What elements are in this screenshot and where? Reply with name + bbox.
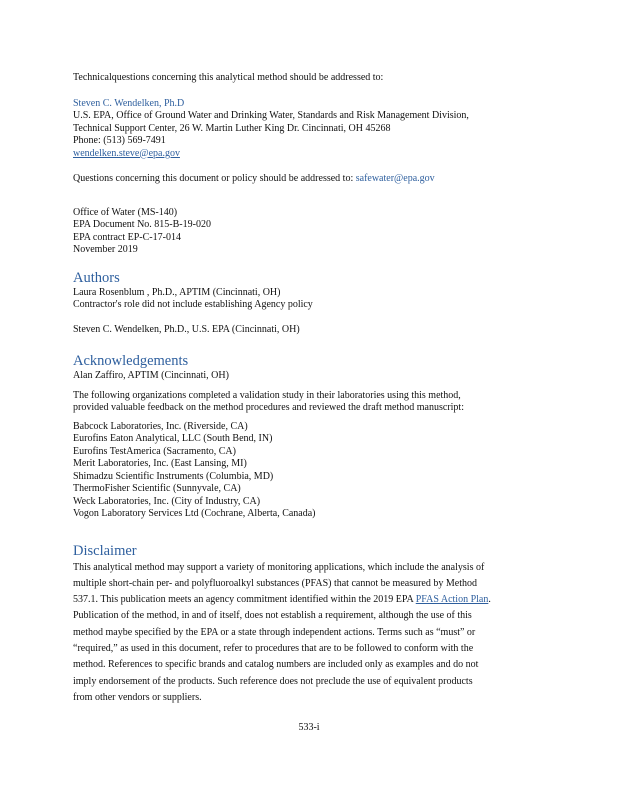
policy-email-link[interactable]: safewater@epa.gov	[355, 173, 435, 184]
office: Office of Water (MS-140)	[73, 206, 178, 218]
disclaimer-line: from other vendors or suppliers.	[73, 691, 202, 703]
validation-intro-line2: provided valuable feedback on the method procedures and reviewed the draft method manuscript:	[73, 402, 464, 413]
lab-list	[73, 421, 553, 521]
validation-intro-line1: The following organizations completed a validation study in their laboratories using this method,	[73, 389, 461, 401]
disclaimer-heading: Disclaimer	[73, 542, 137, 559]
disclaimer-line: Publication of the method, in and of itself, does not establish a requirement, although the use of this	[73, 610, 472, 622]
lab-item: Shimadzu Scientific Instruments (Columbia, MD)	[73, 470, 274, 482]
contact-name: Steven C. Wendelken, Ph.D	[73, 97, 185, 109]
lab-item: ThermoFisher Scientific (Sunnyvale, CA)	[73, 483, 241, 494]
disclaimer-line	[73, 592, 543, 608]
lab-item: Vogon Laboratory Services Ltd (Cochrane, Alberta, Canada)	[73, 508, 316, 519]
lab-item: Weck Laboratories, Inc. (City of Industry, CA)	[73, 495, 261, 507]
disclaimer-line: method maybe specified by the EPA or a state through independent actions. Terms such as “must” or	[73, 626, 476, 638]
contact-email-link[interactable]: wendelken.steve@epa.gov	[73, 147, 180, 159]
acknowledgements-heading: Acknowledgements	[73, 353, 189, 369]
contract-number: EPA contract EP-C-17-014	[73, 231, 181, 243]
doc-date: November 2019	[73, 244, 138, 255]
disclaimer-paragraph	[73, 560, 543, 707]
contact-org-line2: Technical Support Center, 26 W. Martin Luther King Dr. Cincinnati, OH 45268	[73, 122, 391, 134]
lab-item: Eurofins Eaton Analytical, LLC (South Bend, IN)	[73, 433, 273, 444]
contractor-role-note: Contractor's role did not include establishing Agency policy	[73, 299, 313, 310]
acknowledgement-person: Alan Zaffiro, APTIM (Cincinnati, OH)	[73, 370, 229, 381]
contact-org-line1: U.S. EPA, Office of Ground Water and Drinking Water, Standards and Risk Management Division,	[73, 110, 469, 121]
author-1: Laura Rosenblum , Ph.D., APTIM (Cincinnati, OH)	[73, 286, 281, 298]
lab-item: Eurofins TestAmerica (Sacramento, CA)	[73, 445, 236, 457]
disclaimer-line: “required,” as used in this document, refer to procedures that are to be followed to conform with the	[73, 642, 474, 654]
disclaimer-line: imply endorsement of the products. Such reference does not preclude the use of equivalent products	[73, 675, 473, 687]
contact-phone: Phone: (513) 569-7491	[73, 135, 166, 146]
tech-questions-intro: Technicalquestions concerning this analytical method should be addressed to:	[73, 72, 384, 83]
disclaimer-line-text: 537.1. This publication meets an agency commitment identified within the 2019 EPA	[73, 594, 416, 606]
lab-item: Babcock Laboratories, Inc. (Riverside, CA)	[73, 420, 248, 432]
policy-questions-text: Questions concerning this document or policy should be addressed to:	[73, 173, 356, 184]
disclaimer-line: This analytical method may support a variety of monitoring applications, which include the analysis of	[73, 561, 485, 573]
disclaimer-line: multiple short-chain per- and polyfluoroalkyl substances (PFAS) that cannot be measured by Method	[73, 577, 477, 589]
document-page	[73, 72, 553, 706]
author-2: Steven C. Wendelken, Ph.D., U.S. EPA (Cincinnati, OH)	[73, 323, 300, 335]
lab-item: Merit Laboratories, Inc. (East Lansing, MI)	[73, 458, 247, 469]
disclaimer-line-end: .	[488, 594, 491, 606]
pfas-action-plan-link[interactable]: PFAS Action Plan	[415, 594, 489, 606]
policy-questions	[73, 173, 553, 186]
doc-number: EPA Document No. 815-B-19-020	[73, 219, 211, 230]
disclaimer-line: method. References to specific brands and catalog numbers are included only as examples and do not	[73, 659, 479, 671]
authors-heading: Authors	[73, 269, 120, 286]
page-number: 533-i	[298, 722, 320, 733]
